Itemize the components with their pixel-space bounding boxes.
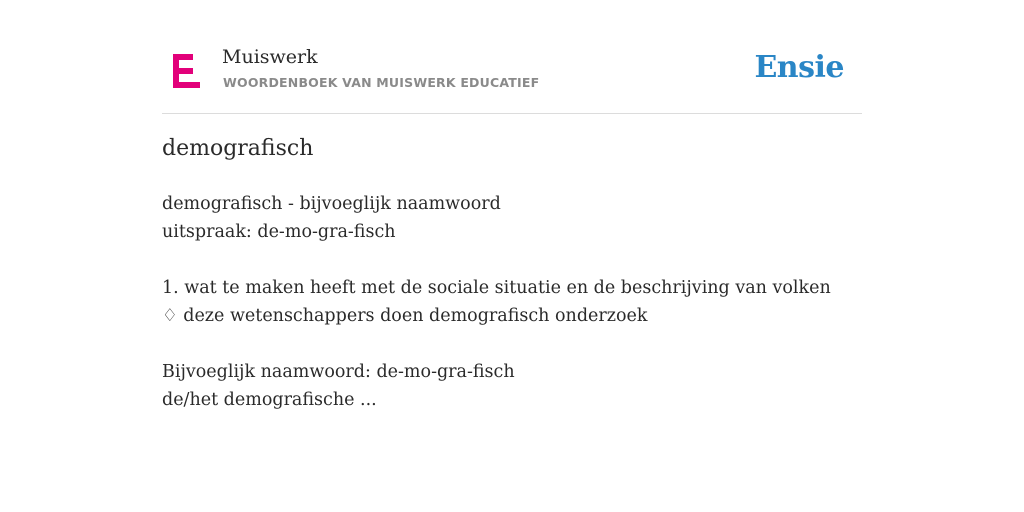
entry-line: ♢ deze wetenschappers doen demografisch onderzoek	[162, 306, 648, 326]
site-header	[162, 42, 862, 113]
entry-line	[162, 330, 862, 358]
entry-headword: demografisch	[162, 136, 314, 161]
entry-body	[162, 190, 862, 414]
entry-line: 1. wat te maken heeft met de sociale situatie en de beschrijving van volken	[162, 278, 831, 298]
entry-line	[162, 246, 862, 274]
entry-line: de/het demografische ...	[162, 390, 377, 410]
entry-line: uitspraak: de-mo-gra-fisch	[162, 222, 396, 242]
ensie-link[interactable]: Ensie	[754, 50, 844, 85]
muiswerk-logo-icon[interactable]	[173, 54, 200, 88]
entry-line: demografisch - bijvoeglijk naamwoord	[162, 194, 501, 214]
entry-line: Bijvoeglijk naamwoord: de-mo-gra-fisch	[162, 362, 515, 382]
brand-name: Muiswerk	[222, 46, 318, 68]
logo-bar	[173, 54, 179, 88]
header-divider	[162, 113, 862, 114]
brand-subtitle: WOORDENBOEK VAN MUISWERK EDUCATIEF	[223, 75, 540, 90]
